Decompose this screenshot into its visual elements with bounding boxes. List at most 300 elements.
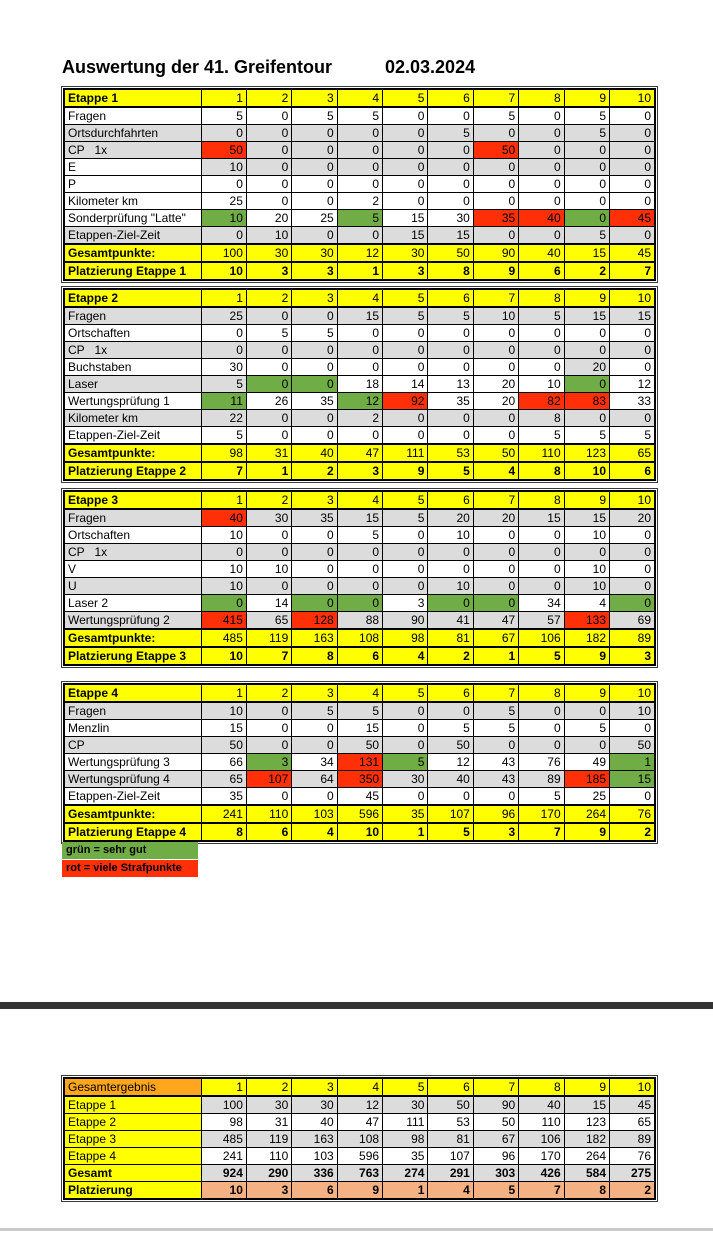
value-cell: 0: [292, 359, 337, 376]
competitor-number-header: 8: [519, 684, 564, 702]
page-break-line: [0, 1002, 713, 1009]
value-cell: 0: [564, 176, 609, 193]
competitor-number-header: 3: [292, 491, 337, 509]
value-cell: 14: [383, 376, 428, 393]
value-cell: 50: [428, 737, 473, 754]
row-label: Etappen-Ziel-Zeit: [64, 427, 201, 445]
value-cell: 3: [246, 262, 291, 280]
value-cell: 12: [610, 376, 655, 393]
competitor-number-header: 5: [383, 1078, 428, 1096]
value-cell: 14: [246, 595, 291, 612]
value-cell: 65: [201, 771, 246, 788]
value-cell: 0: [383, 142, 428, 159]
value-cell: 0: [383, 125, 428, 142]
value-cell: 0: [383, 561, 428, 578]
etappe-1-table: [61, 86, 658, 283]
value-cell: 10: [201, 1182, 246, 1200]
competitor-number-header: 7: [473, 89, 518, 107]
row-label: Platzierung: [64, 1182, 201, 1200]
value-cell: 47: [473, 612, 518, 630]
value-cell: 0: [428, 427, 473, 445]
value-cell: 5: [564, 107, 609, 125]
value-cell: 0: [564, 702, 609, 720]
table-header-label: Gesamtergebnis: [64, 1078, 201, 1096]
competitor-number-header: 9: [564, 289, 609, 307]
value-cell: 5: [337, 702, 382, 720]
value-cell: 0: [201, 325, 246, 342]
value-cell: 20: [428, 509, 473, 527]
legend-item-green: grün = sehr gut: [62, 842, 198, 859]
row-label: Kilometer km: [64, 193, 201, 210]
value-cell: 4: [292, 823, 337, 841]
competitor-number-header: 8: [519, 1078, 564, 1096]
value-cell: 4: [383, 647, 428, 665]
value-cell: 50: [473, 142, 518, 159]
page-title: Auswertung der 41. Greifentour: [62, 57, 333, 77]
value-cell: 89: [610, 629, 655, 647]
competitor-number-header: 10: [610, 1078, 655, 1096]
value-cell: 15: [519, 509, 564, 527]
value-cell: 43: [473, 754, 518, 771]
competitor-number-header: 1: [201, 1078, 246, 1096]
value-cell: 15: [564, 1096, 609, 1114]
row-label: Fragen: [64, 307, 201, 325]
value-cell: 0: [292, 376, 337, 393]
value-cell: 0: [246, 376, 291, 393]
value-cell: 5: [428, 125, 473, 142]
competitor-number-header: 9: [564, 89, 609, 107]
value-cell: 119: [246, 629, 291, 647]
value-cell: 9: [337, 1182, 382, 1200]
value-cell: 31: [246, 1114, 291, 1131]
row-label: Fragen: [64, 702, 201, 720]
value-cell: 0: [383, 342, 428, 359]
value-cell: 4: [428, 1182, 473, 1200]
value-cell: 53: [428, 1114, 473, 1131]
value-cell: 10: [337, 823, 382, 841]
value-cell: 45: [610, 244, 655, 262]
value-cell: 0: [383, 410, 428, 427]
bottom-rule: [0, 1228, 713, 1231]
value-cell: 110: [246, 805, 291, 823]
value-cell: 8: [519, 462, 564, 480]
value-cell: 10: [610, 702, 655, 720]
value-cell: 15: [428, 227, 473, 245]
competitor-number-header: 9: [564, 684, 609, 702]
value-cell: 0: [292, 142, 337, 159]
value-cell: 81: [428, 1131, 473, 1148]
value-cell: 10: [201, 578, 246, 595]
value-cell: 76: [610, 805, 655, 823]
value-cell: 0: [337, 142, 382, 159]
value-cell: 0: [610, 325, 655, 342]
value-cell: 98: [201, 1114, 246, 1131]
competitor-number-header: 4: [337, 289, 382, 307]
value-cell: 5: [428, 307, 473, 325]
competitor-number-header: 7: [473, 1078, 518, 1096]
value-cell: 100: [201, 244, 246, 262]
value-cell: 5: [292, 107, 337, 125]
value-cell: 291: [428, 1165, 473, 1182]
value-cell: 9: [564, 647, 609, 665]
value-cell: 274: [383, 1165, 428, 1182]
data-table: [63, 490, 656, 666]
value-cell: 0: [473, 176, 518, 193]
competitor-number-header: 1: [201, 289, 246, 307]
value-cell: 111: [383, 1114, 428, 1131]
value-cell: 485: [201, 629, 246, 647]
value-cell: 6: [292, 1182, 337, 1200]
page-date: 02.03.2024: [385, 57, 476, 77]
competitor-number-header: 8: [519, 289, 564, 307]
value-cell: 108: [337, 629, 382, 647]
value-cell: 40: [201, 509, 246, 527]
value-cell: 0: [610, 107, 655, 125]
value-cell: 2: [610, 1182, 655, 1200]
value-cell: 2: [292, 462, 337, 480]
value-cell: 76: [519, 754, 564, 771]
value-cell: 596: [337, 1148, 382, 1165]
value-cell: 35: [201, 788, 246, 806]
value-cell: 25: [292, 210, 337, 227]
value-cell: 106: [519, 629, 564, 647]
value-cell: 0: [337, 342, 382, 359]
value-cell: 30: [201, 359, 246, 376]
value-cell: 5: [201, 376, 246, 393]
value-cell: 30: [292, 1096, 337, 1114]
value-cell: 8: [519, 410, 564, 427]
value-cell: 110: [246, 1148, 291, 1165]
value-cell: 20: [473, 509, 518, 527]
value-cell: 0: [564, 342, 609, 359]
value-cell: 350: [337, 771, 382, 788]
competitor-number-header: 3: [292, 1078, 337, 1096]
value-cell: 111: [383, 444, 428, 462]
value-cell: 0: [292, 159, 337, 176]
row-label: Fragen: [64, 107, 201, 125]
value-cell: 6: [337, 647, 382, 665]
value-cell: 0: [519, 227, 564, 245]
competitor-number-header: 8: [519, 89, 564, 107]
value-cell: 12: [337, 1096, 382, 1114]
value-cell: 0: [292, 193, 337, 210]
value-cell: 65: [610, 444, 655, 462]
value-cell: 64: [292, 771, 337, 788]
value-cell: 303: [473, 1165, 518, 1182]
value-cell: 1: [246, 462, 291, 480]
value-cell: 5: [337, 107, 382, 125]
value-cell: 5: [383, 754, 428, 771]
value-cell: 15: [564, 509, 609, 527]
value-cell: 0: [201, 227, 246, 245]
value-cell: 9: [473, 262, 518, 280]
value-cell: 0: [201, 342, 246, 359]
value-cell: 30: [246, 1096, 291, 1114]
value-cell: 15: [337, 720, 382, 737]
value-cell: 7: [201, 462, 246, 480]
value-cell: 0: [428, 544, 473, 561]
value-cell: 0: [383, 544, 428, 561]
value-cell: 5: [564, 720, 609, 737]
value-cell: 103: [292, 805, 337, 823]
row-label: V: [64, 561, 201, 578]
value-cell: 3: [610, 647, 655, 665]
value-cell: 2: [428, 647, 473, 665]
value-cell: 7: [246, 647, 291, 665]
value-cell: 182: [564, 1131, 609, 1148]
table-header-label: Etappe 3: [64, 491, 201, 509]
value-cell: 0: [610, 342, 655, 359]
value-cell: 128: [292, 612, 337, 630]
row-label: CP 1x: [64, 142, 201, 159]
value-cell: 3: [246, 754, 291, 771]
value-cell: 0: [337, 561, 382, 578]
value-cell: 182: [564, 629, 609, 647]
row-label: Gesamtpunkte:: [64, 244, 201, 262]
value-cell: 50: [473, 444, 518, 462]
value-cell: 26: [246, 393, 291, 410]
value-cell: 0: [473, 325, 518, 342]
value-cell: 2: [337, 193, 382, 210]
value-cell: 10: [519, 376, 564, 393]
value-cell: 8: [201, 823, 246, 841]
row-label: Wertungsprüfung 3: [64, 754, 201, 771]
value-cell: 83: [564, 393, 609, 410]
value-cell: 0: [473, 427, 518, 445]
value-cell: 2: [610, 823, 655, 841]
value-cell: 5: [564, 227, 609, 245]
value-cell: 30: [292, 244, 337, 262]
value-cell: 0: [337, 159, 382, 176]
value-cell: 5: [337, 210, 382, 227]
competitor-number-header: 2: [246, 491, 291, 509]
value-cell: 90: [473, 244, 518, 262]
value-cell: 10: [428, 527, 473, 544]
row-label: Menzlin: [64, 720, 201, 737]
value-cell: 0: [428, 595, 473, 612]
competitor-number-header: 4: [337, 491, 382, 509]
value-cell: 5: [337, 527, 382, 544]
value-cell: 15: [610, 771, 655, 788]
value-cell: 10: [201, 159, 246, 176]
value-cell: 0: [246, 737, 291, 754]
value-cell: 45: [337, 788, 382, 806]
value-cell: 5: [428, 823, 473, 841]
value-cell: 0: [337, 176, 382, 193]
row-label: Etappen-Ziel-Zeit: [64, 788, 201, 806]
competitor-number-header: 5: [383, 289, 428, 307]
value-cell: 0: [292, 595, 337, 612]
competitor-number-header: 4: [337, 1078, 382, 1096]
row-label: Wertungsprüfung 4: [64, 771, 201, 788]
value-cell: 0: [519, 702, 564, 720]
row-label: Etappen-Ziel-Zeit: [64, 227, 201, 245]
value-cell: 0: [383, 359, 428, 376]
value-cell: 5: [292, 702, 337, 720]
value-cell: 0: [246, 307, 291, 325]
value-cell: 50: [428, 1096, 473, 1114]
competitor-number-header: 4: [337, 684, 382, 702]
value-cell: 0: [428, 142, 473, 159]
value-cell: 0: [428, 325, 473, 342]
value-cell: 0: [473, 159, 518, 176]
value-cell: 241: [201, 805, 246, 823]
value-cell: 96: [473, 805, 518, 823]
value-cell: 5: [428, 720, 473, 737]
value-cell: 20: [564, 359, 609, 376]
value-cell: 45: [610, 210, 655, 227]
value-cell: 15: [610, 307, 655, 325]
row-label: Platzierung Etappe 1: [64, 262, 201, 280]
value-cell: 10: [564, 462, 609, 480]
value-cell: 5: [428, 462, 473, 480]
row-label: Etappe 2: [64, 1114, 201, 1131]
value-cell: 98: [383, 1131, 428, 1148]
value-cell: 0: [383, 107, 428, 125]
competitor-number-header: 5: [383, 684, 428, 702]
value-cell: 6: [246, 823, 291, 841]
value-cell: 131: [337, 754, 382, 771]
value-cell: 10: [201, 561, 246, 578]
value-cell: 0: [519, 544, 564, 561]
value-cell: 0: [519, 359, 564, 376]
value-cell: 9: [564, 823, 609, 841]
value-cell: 0: [610, 176, 655, 193]
value-cell: 30: [428, 210, 473, 227]
row-label: Ortsdurchfahrten: [64, 125, 201, 142]
value-cell: 0: [564, 193, 609, 210]
value-cell: 0: [337, 427, 382, 445]
value-cell: 0: [473, 193, 518, 210]
value-cell: 185: [564, 771, 609, 788]
value-cell: 20: [473, 393, 518, 410]
value-cell: 0: [246, 410, 291, 427]
data-table: [63, 683, 656, 842]
value-cell: 35: [473, 210, 518, 227]
value-cell: 98: [383, 629, 428, 647]
value-cell: 0: [428, 788, 473, 806]
value-cell: 0: [610, 720, 655, 737]
value-cell: 35: [292, 393, 337, 410]
value-cell: 0: [473, 788, 518, 806]
value-cell: 0: [337, 325, 382, 342]
value-cell: 0: [610, 142, 655, 159]
value-cell: 0: [292, 176, 337, 193]
value-cell: 264: [564, 805, 609, 823]
value-cell: 763: [337, 1165, 382, 1182]
value-cell: 100: [201, 1096, 246, 1114]
value-cell: 4: [564, 595, 609, 612]
value-cell: 45: [610, 1096, 655, 1114]
value-cell: 3: [383, 595, 428, 612]
value-cell: 0: [519, 107, 564, 125]
value-cell: 0: [519, 193, 564, 210]
etappe-3-table: [61, 488, 658, 668]
value-cell: 163: [292, 1131, 337, 1148]
value-cell: 0: [383, 737, 428, 754]
value-cell: 40: [519, 1096, 564, 1114]
row-label: Platzierung Etappe 4: [64, 823, 201, 841]
value-cell: 12: [337, 244, 382, 262]
value-cell: 25: [564, 788, 609, 806]
value-cell: 53: [428, 444, 473, 462]
value-cell: 0: [383, 578, 428, 595]
value-cell: 5: [564, 125, 609, 142]
competitor-number-header: 7: [473, 289, 518, 307]
value-cell: 107: [428, 1148, 473, 1165]
value-cell: 170: [519, 805, 564, 823]
value-cell: 0: [292, 227, 337, 245]
etappe-4-table: [61, 681, 658, 844]
value-cell: 133: [564, 612, 609, 630]
row-label: Buchstaben: [64, 359, 201, 376]
value-cell: 82: [519, 393, 564, 410]
value-cell: 35: [428, 393, 473, 410]
value-cell: 1: [610, 754, 655, 771]
value-cell: 34: [292, 754, 337, 771]
value-cell: 25: [201, 307, 246, 325]
value-cell: 31: [246, 444, 291, 462]
value-cell: 5: [519, 788, 564, 806]
value-cell: 0: [246, 788, 291, 806]
value-cell: 10: [201, 210, 246, 227]
value-cell: 5: [246, 325, 291, 342]
value-cell: 50: [428, 244, 473, 262]
value-cell: 0: [292, 737, 337, 754]
value-cell: 7: [610, 262, 655, 280]
value-cell: 1: [337, 262, 382, 280]
value-cell: 123: [564, 444, 609, 462]
value-cell: 0: [610, 788, 655, 806]
value-cell: 0: [337, 125, 382, 142]
value-cell: 13: [428, 376, 473, 393]
row-label: Laser: [64, 376, 201, 393]
competitor-number-header: 4: [337, 89, 382, 107]
value-cell: 0: [337, 544, 382, 561]
value-cell: 6: [610, 462, 655, 480]
value-cell: 0: [246, 720, 291, 737]
value-cell: 10: [246, 561, 291, 578]
value-cell: 0: [519, 325, 564, 342]
value-cell: 30: [383, 771, 428, 788]
competitor-number-header: 1: [201, 684, 246, 702]
value-cell: 0: [519, 342, 564, 359]
value-cell: 3: [292, 262, 337, 280]
value-cell: 103: [292, 1148, 337, 1165]
competitor-number-header: 6: [428, 1078, 473, 1096]
value-cell: 50: [473, 1114, 518, 1131]
data-table: [63, 288, 656, 481]
value-cell: 0: [383, 427, 428, 445]
value-cell: 5: [383, 509, 428, 527]
value-cell: 10: [564, 561, 609, 578]
value-cell: 0: [564, 737, 609, 754]
value-cell: 0: [564, 142, 609, 159]
value-cell: 5: [292, 325, 337, 342]
value-cell: 65: [246, 612, 291, 630]
table-header-label: Etappe 2: [64, 289, 201, 307]
row-label: Platzierung Etappe 3: [64, 647, 201, 665]
row-label: Kilometer km: [64, 410, 201, 427]
value-cell: 76: [610, 1148, 655, 1165]
row-label: U: [64, 578, 201, 595]
row-label: Ortschaften: [64, 325, 201, 342]
competitor-number-header: 9: [564, 1078, 609, 1096]
value-cell: 0: [473, 359, 518, 376]
competitor-number-header: 7: [473, 684, 518, 702]
value-cell: 0: [428, 561, 473, 578]
value-cell: 0: [564, 544, 609, 561]
